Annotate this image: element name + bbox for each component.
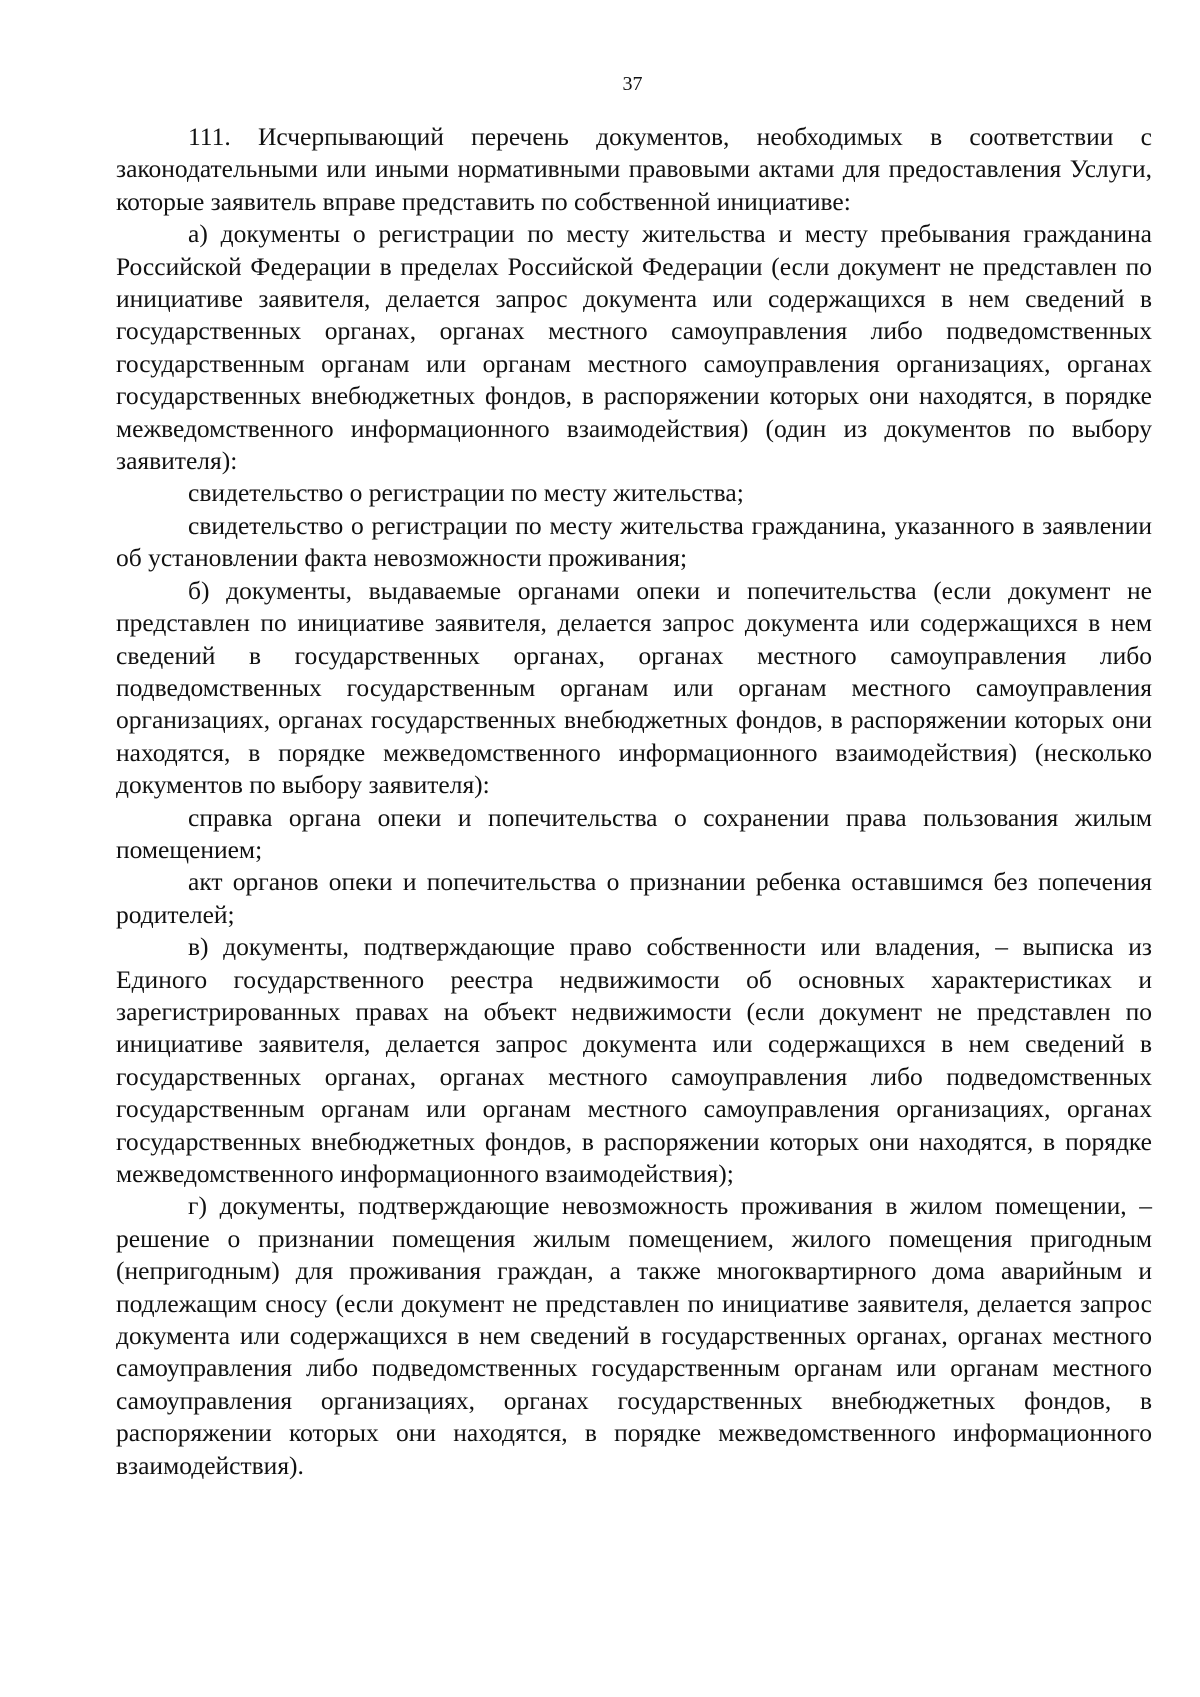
paragraph-item-g: г) документы, подтверждающие невозможность проживания в жилом помещении, – решение о признании помещения жилым помещением, жилого помещения пригодным (непригодным) для проживания граждан, а также многоквартирного дома аварийным и подлежащим сносу (если документ не представлен по инициативе заявителя, делается запрос документа или содержащихся в нем сведений в государственных органах, органах местного самоуправления либо подведомственных государственным органам или органам местного самоуправления организациях, органах государственных внебюджетных фондов, в распоряжении которых они находятся, в порядке межведомственного информационного взаимодействия). <box>116 1191 1152 1480</box>
paragraph-residence-certificate-citizen: свидетельство о регистрации по месту жительства гражданина, указанного в заявлении об установлении факта невозможности проживания; <box>116 510 1152 573</box>
paragraph-residence-certificate: свидетельство о регистрации по месту жительства; <box>188 478 744 508</box>
paragraph-item-b: б) документы, выдаваемые органами опеки и попечительства (если документ не представлен по инициативе заявителя, делается запрос документа или содержащихся в нем сведений в государственных органах, органах местного самоуправления либо подведомственных государственным органам или органам местного самоуправления организациях, органах государственных внебюджетных фондов, в распоряжении которых они находятся, в порядке межведомственного информационного взаимодействия) (несколько документов по выбору заявителя): <box>116 575 1152 800</box>
page-number: 37 <box>622 73 643 95</box>
paragraph-item-v: в) документы, подтверждающие право собственности или владения, – выписка из Единого государственного реестра недвижимости об основных характеристиках и зарегистрированных правах на объект недвижимости (если документ не представлен по инициативе заявителя, делается запрос документа или содержащихся в нем сведений в государственных органах, органах местного самоуправления либо подведомственных государственным органам или органам местного самоуправления организациях, органах государственных внебюджетных фондов, в распоряжении которых они находятся, в порядке межведомственного информационного взаимодействия); <box>116 932 1152 1188</box>
paragraph-item-a: а) документы о регистрации по месту жительства и месту пребывания гражданина Российской Федерации в пределах Российской Федерации (если документ не представлен по инициативе заявителя, делается запрос документа или содержащихся в нем сведений в государственных органах, органах местного самоуправления либо подведомственных государственным органам или органам местного самоуправления организациях, органах государственных внебюджетных фондов, в распоряжении которых они находятся, в порядке межведомственного информационного взаимодействия) (один из документов по выбору заявителя): <box>116 219 1152 476</box>
paragraph-guardianship-reference: справка органа опеки и попечительства о сохранении права пользования жилым помещением; <box>116 802 1152 864</box>
document-body <box>116 121 1152 1482</box>
paragraph-111-intro: 111. Исчерпывающий перечень документов, необходимых в соответствии с законодательными или иными нормативными правовыми актами для предоставления Услуги, которые заявитель вправе представить по собственной инициативе: <box>116 122 1152 216</box>
paragraph-guardianship-act: акт органов опеки и попечительства о признании ребенка оставшимся без попечения родителей; <box>116 867 1152 929</box>
